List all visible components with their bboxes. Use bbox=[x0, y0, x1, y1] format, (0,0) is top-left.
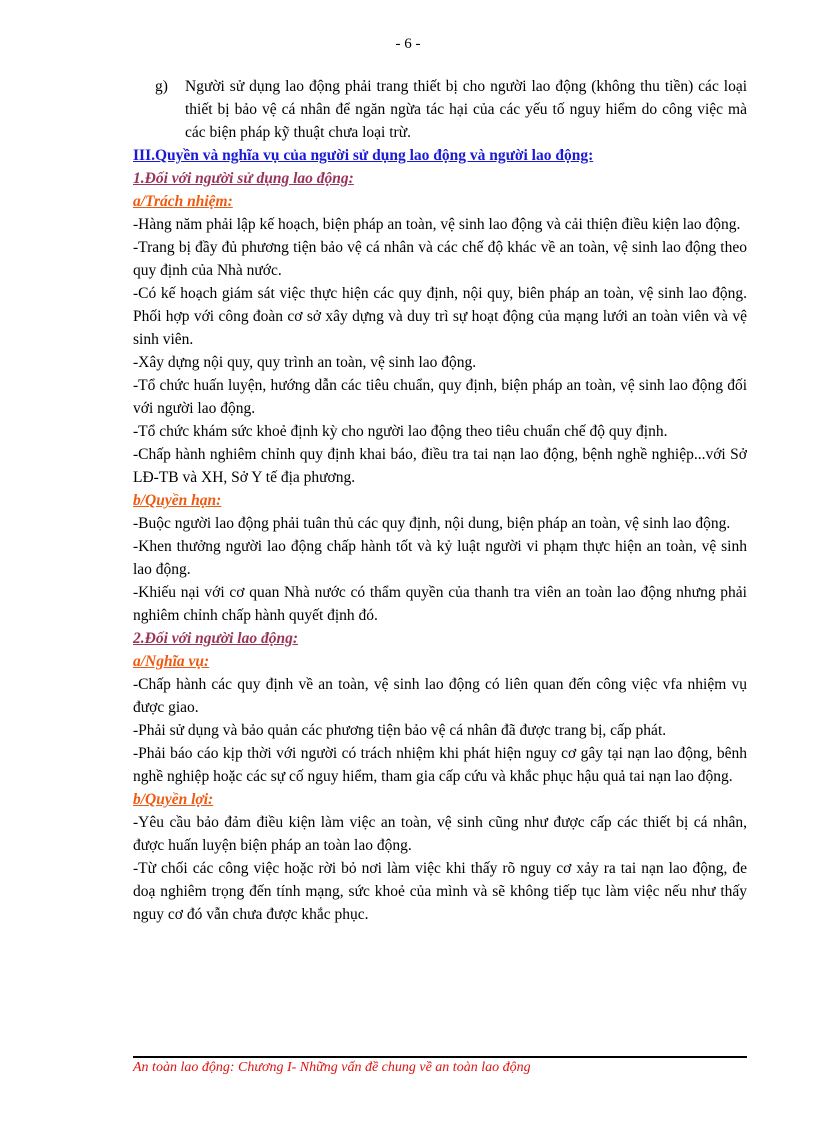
paragraph: -Khiếu nại với cơ quan Nhà nước có thẩm quyền của thanh tra viên an toàn lao động nhưng phải nghiêm chỉnh chấp hành quyết định đó. bbox=[133, 584, 747, 624]
paragraph: -Xây dựng nội quy, quy trình an toàn, vệ sinh lao động. bbox=[133, 354, 477, 371]
paragraph: -Có kế hoạch giám sát việc thực hiện các quy định, nội quy, biên pháp an toàn, vệ sinh lao động. Phối hợp với công đoàn cơ sở xây dựng và duy trì sự hoạt động của mạng lưới an toàn viên và vệ sinh viên. bbox=[133, 285, 747, 348]
paragraph: -Phải báo cáo kịp thời với người có trách nhiệm khi phát hiện nguy cơ gây tại nạn lao động, bênh nghề nghiệp hoặc các sự cố nguy hiểm, tham gia cấp cứu và khắc phục hậu quả tai nạn lao động. bbox=[133, 745, 747, 785]
paragraph: -Tổ chức khám sức khoẻ định kỳ cho người lao động theo tiêu chuẩn chế độ quy định. bbox=[133, 423, 668, 440]
paragraph: -Phải sử dụng và bảo quản các phương tiện bảo vệ cá nhân đã được trang bị, cấp phát. bbox=[133, 722, 667, 739]
paragraph: -Chấp hành các quy định về an toàn, vệ sinh lao động có liên quan đến công việc vfa nhiệm vụ được giao. bbox=[133, 676, 747, 716]
footer-text: An toàn lao động: Chương I- Những vấn đề chung về an toàn lao động bbox=[133, 1060, 531, 1075]
list-item-g bbox=[155, 75, 747, 144]
employer-rights-heading: b/Quyền hạn: bbox=[133, 492, 222, 509]
employer-duties-heading: a/Trách nhiệm: bbox=[133, 193, 233, 210]
document-body bbox=[133, 75, 747, 926]
worker-heading: 2.Đối với người lao động: bbox=[133, 630, 298, 647]
paragraph: -Chấp hành nghiêm chỉnh quy định khai báo, điều tra tai nạn lao động, bệnh nghề nghiệp...với Sở LĐ-TB và XH, Sở Y tế địa phương. bbox=[133, 446, 747, 486]
list-item-text: Người sử dụng lao động phải trang thiết bị cho người lao động (không thu tiền) các loại thiết bị bảo vệ cá nhân để ngăn ngừa tác hại của các yếu tố nguy hiểm do công việc mà các biện pháp kỹ thuật chưa loại trừ. bbox=[185, 78, 747, 141]
employer-heading: 1.Đối với người sử dụng lao động: bbox=[133, 170, 354, 187]
worker-rights-heading: b/Quyền lợi: bbox=[133, 791, 214, 808]
paragraph: -Khen thưởng người lao động chấp hành tốt và kỷ luật người vi phạm thực hiện an toàn, vệ sinh lao động. bbox=[133, 538, 747, 578]
paragraph: -Tổ chức huấn luyện, hướng dẫn các tiêu chuẩn, quy định, biện pháp an toàn, vệ sinh lao động đối với người lao động. bbox=[133, 377, 747, 417]
section-heading: III.Quyền và nghĩa vụ của người sử dụng lao động và người lao động: bbox=[133, 147, 594, 164]
list-marker: g) bbox=[155, 78, 168, 95]
footer-divider bbox=[133, 1056, 747, 1058]
worker-duties-heading: a/Nghĩa vụ: bbox=[133, 653, 210, 670]
page-number: - 6 - bbox=[395, 36, 421, 52]
paragraph: -Từ chối các công việc hoặc rời bỏ nơi làm việc khi thấy rõ nguy cơ xảy ra tai nạn lao động, đe doạ nghiêm trọng đến tính mạng, sức khoẻ của mình và sẽ không tiếp tục làm việc nếu như thấy nguy cơ đó vẫn chưa được khắc phục. bbox=[133, 860, 747, 923]
paragraph: -Yêu cầu bảo đảm điều kiện làm việc an toàn, vệ sinh cũng như được cấp các thiết bị cá nhân, được huấn luyện biện pháp an toàn lao động. bbox=[133, 814, 747, 854]
paragraph: -Trang bị đầy đủ phương tiện bảo vệ cá nhân và các chế độ khác về an toàn, vệ sinh lao động theo quy định của Nhà nước. bbox=[133, 239, 747, 279]
paragraph: -Hàng năm phải lập kế hoạch, biện pháp an toàn, vệ sinh lao động và cải thiện điều kiện lao động. bbox=[133, 216, 741, 233]
paragraph: -Buộc người lao động phải tuân thủ các quy định, nội dung, biện pháp an toàn, vệ sinh lao động. bbox=[133, 515, 731, 532]
